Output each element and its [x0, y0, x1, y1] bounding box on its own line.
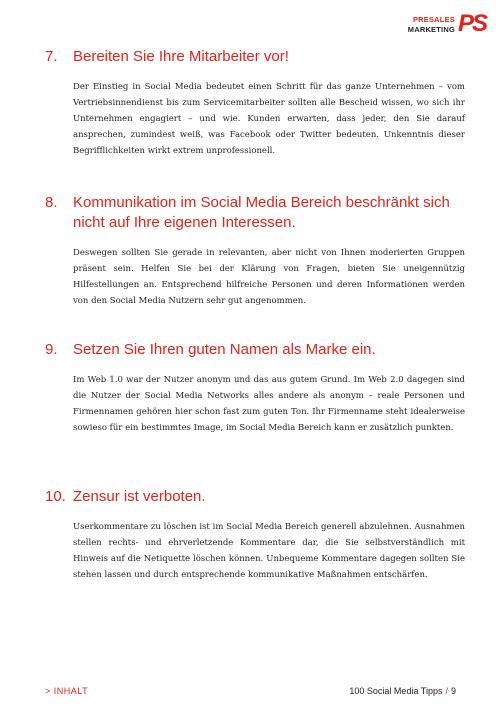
- tip-number: 9.: [45, 341, 58, 358]
- presales-marketing-logo: [408, 12, 486, 36]
- page-number: 9: [450, 686, 456, 696]
- tip-title: Zensur ist verboten.: [73, 488, 206, 505]
- tip-body: Userkommentare zu löschen ist im Social Media Bereich generell abzulehnen. Ausnahmen stellen rechts- und ehrverletzende Kommentare dar, die Sie selbstverständlich mit Hinweis auf die Netiquette löschen können. Unbequeme Kommentare dagegen sollten Sie stehen lassen und durch entsprechende kommunikative Maßnahmen entschärfen.: [73, 522, 465, 580]
- tip-title: Kommunikation im Social Media Bereich beschränkt sich nicht auf Ihre eigenen Interessen.: [73, 194, 450, 231]
- tip-number: 10.: [45, 488, 66, 505]
- tip-section-8: [45, 193, 465, 309]
- logo-ps-mark: PS: [457, 10, 486, 37]
- tip-body: Deswegen sollten Sie gerade in relevanten, aber nicht von Ihnen moderierten Gruppen präsent sein. Helfen Sie bei der Klärung von Fragen, bieten Sie uneigennützig Hilfestellungen an. Entsprechend hilfreiche Personen und deren Informationen werden von den Social Media Nutzern sehr gut angenommen.: [73, 248, 465, 306]
- logo-line-marketing: MARKETING: [407, 25, 455, 34]
- page-footer: [349, 686, 456, 696]
- tip-section-10: [45, 487, 465, 583]
- tip-heading: [45, 487, 465, 507]
- tip-number: 7.: [45, 48, 58, 65]
- tip-heading: [45, 340, 465, 360]
- document-title: 100 Social Media Tipps: [349, 686, 443, 696]
- tip-title: Setzen Sie Ihren guten Namen als Marke ein.: [73, 341, 376, 358]
- tip-heading: [45, 47, 465, 67]
- footer-separator: /: [445, 686, 448, 696]
- tip-section-7: [45, 47, 465, 159]
- logo-text: [408, 15, 455, 35]
- tip-body: Der Einstieg in Social Media bedeutet einen Schritt für das ganze Unternehmen – vom Vertriebsinnendienst bis zum Servicemitarbeiter sollten alle Bescheid wissen, wo sich ihr Unternehmen engagiert – und wie. Kunden erwarten, dass jeder, den Sie darauf ansprechen, zumindest weiß, was Facebook oder Twitter bedeuten. Unkenntnis dieser Begrifflichkeiten wirkt extrem unprofessionell.: [73, 82, 465, 156]
- tip-section-9: [45, 340, 465, 436]
- tip-number: 8.: [45, 194, 58, 211]
- tip-body: Im Web 1.0 war der Nutzer anonym und das aus gutem Grund. Im Web 2.0 dagegen sind die Nutzer der Social Media Networks alles andere als anonym – reale Personen und Firmennamen gehören hier schon fast zum guten Ton. Ihr Firmenname steht idealerweise sowieso für ein bestimmtes Image, im Social Media Bereich kann er zusätzlich punkten.: [73, 375, 465, 433]
- tip-heading: [45, 193, 465, 233]
- logo-line-presales: PRESALES: [412, 15, 455, 24]
- tip-title: Bereiten Sie Ihre Mitarbeiter vor!: [73, 48, 289, 65]
- inhalt-link[interactable]: > INHALT: [45, 686, 89, 696]
